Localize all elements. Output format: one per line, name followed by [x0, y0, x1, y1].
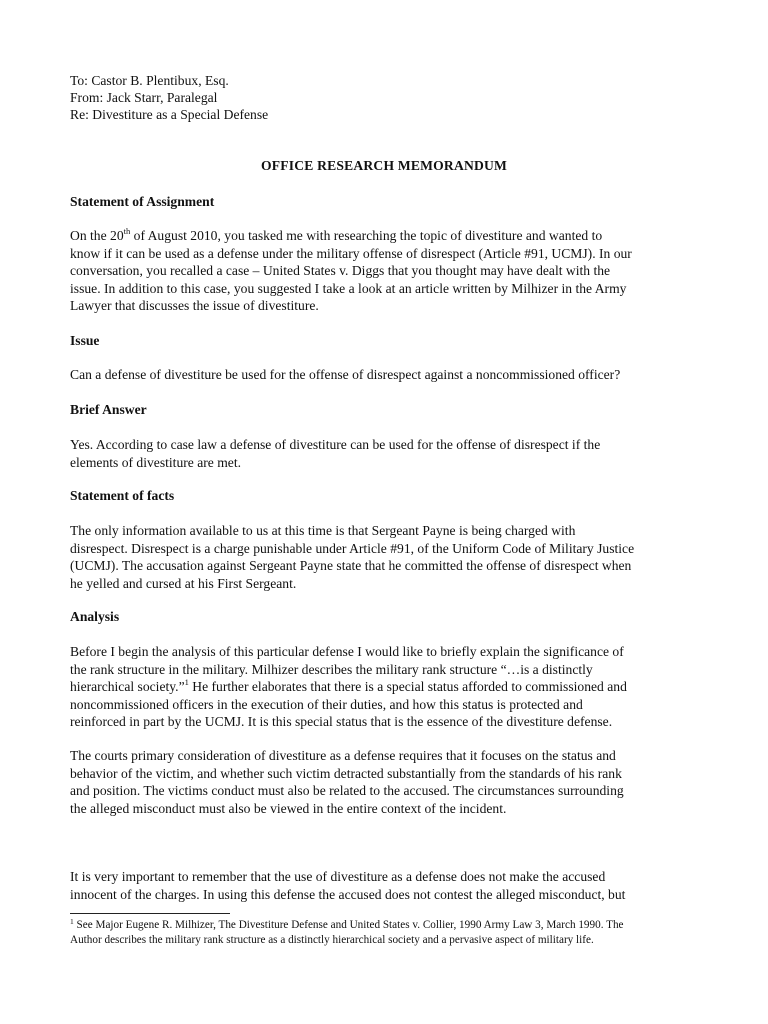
footnote-line: $^1$ See Major Eugene R. Milhizer, The Divestiture Defense and United States v. Collier, 1990 Army Law 3, March 1990. The [70, 917, 624, 931]
memo-from: From: Jack Starr, Paralegal [70, 90, 218, 105]
paragraph-analysis-3 [70, 868, 710, 903]
paragraph-line: It is very important to remember that the use of divestiture as a defense does not make the accused [70, 869, 606, 884]
paragraph-line: Can a defense of divestiture be used for the offense of disrespect against a noncommissioned officer? [70, 367, 621, 382]
paragraph-line: (UCMJ). The accusation against Sergeant Payne state that he committed the offense of disrespect when [70, 558, 632, 573]
paragraph-line: reinforced in part by the UCMJ. It is this special status that is the essence of the divestiture defense. [70, 714, 613, 729]
paragraph-analysis-1 [70, 643, 710, 731]
paragraph-line: innocent of the charges. In using this defense the accused does not contest the alleged misconduct, but [70, 886, 626, 902]
paragraph-line: and position. The victims conduct must also be related to the accused. The circumstances surrounding [70, 783, 624, 798]
paragraph-line: On the 20th of August 2010, you tasked me with researching the topic of divestiture and wanted to [70, 226, 603, 243]
paragraph-line: Yes. According to case law a defense of divestiture can be used for the offense of disrespect if the [70, 437, 601, 452]
paragraph-analysis-2 [70, 747, 710, 817]
paragraph-line: he yelled and cursed at his First Sergeant. [70, 575, 297, 591]
paragraph-line: the rank structure in the military. Milhizer describes the military rank structure “…is a distinctly [70, 661, 593, 677]
paragraph-line: Before I begin the analysis of this particular defense I would like to briefly explain the significance of [70, 644, 624, 659]
paragraph-line: conversation, you recalled a case – United States v. Diggs that you thought may have dealt with the [70, 263, 611, 278]
footnote-line: Author describes the military rank structure as a distinctly hierarchical society and a pervasive aspect of military life. [70, 933, 594, 946]
memo-to: To: Castor B. Plentibux, Esq. [70, 73, 229, 88]
heading-issue: Issue [70, 333, 100, 348]
paragraph-line: elements of divestiture are met. [70, 454, 241, 470]
paragraph-line: issue. In addition to this case, you suggested I take a look at an article written by Milhizer in the Army [70, 280, 627, 296]
paragraph-facts [70, 522, 710, 592]
paragraph-line: The courts primary consideration of divestiture as a defense requires that it focuses on the status and [70, 748, 616, 763]
paragraph-assignment [70, 227, 710, 315]
paragraph-brief-answer [70, 436, 710, 471]
paragraph-line: Lawyer that discusses the issue of divestiture. [70, 298, 319, 313]
heading-facts: Statement of facts [70, 488, 175, 503]
footnote [70, 918, 710, 947]
paragraph-line: noncommissioned officers in the execution of their duties, and how this status is protected and [70, 696, 583, 712]
paragraph-line: know if it can be used as a defense under the military offense of disrespect (Article #91, UCMJ). In our [70, 245, 632, 261]
paragraph-line: hierarchical society.”$^1$ He further elaborates that there is a special status afforded to commissioned and [70, 677, 627, 694]
footnote-ref: 1 [184, 677, 189, 687]
heading-brief-answer: Brief Answer [70, 402, 147, 417]
paragraph-line: disrespect. Disrespect is a charge punishable under Article #91, of the Uniform Code of Military Justice [70, 540, 635, 556]
paragraph-issue [70, 366, 710, 384]
heading-assignment: Statement of Assignment [70, 194, 215, 209]
heading-analysis: Analysis [70, 609, 120, 624]
memo-re: Re: Divestiture as a Special Defense [70, 107, 269, 122]
paragraph-line: behavior of the victim, and whether such victim detracted substantially from the standards of his rank [70, 765, 622, 781]
memo-title: OFFICE RESEARCH MEMORANDUM [260, 158, 508, 173]
footnote-divider [70, 913, 230, 914]
paragraph-line: the alleged misconduct must also be viewed in the entire context of the incident. [70, 800, 507, 816]
paragraph-line: The only information available to us at this time is that Sergeant Payne is being charged with [70, 523, 576, 538]
